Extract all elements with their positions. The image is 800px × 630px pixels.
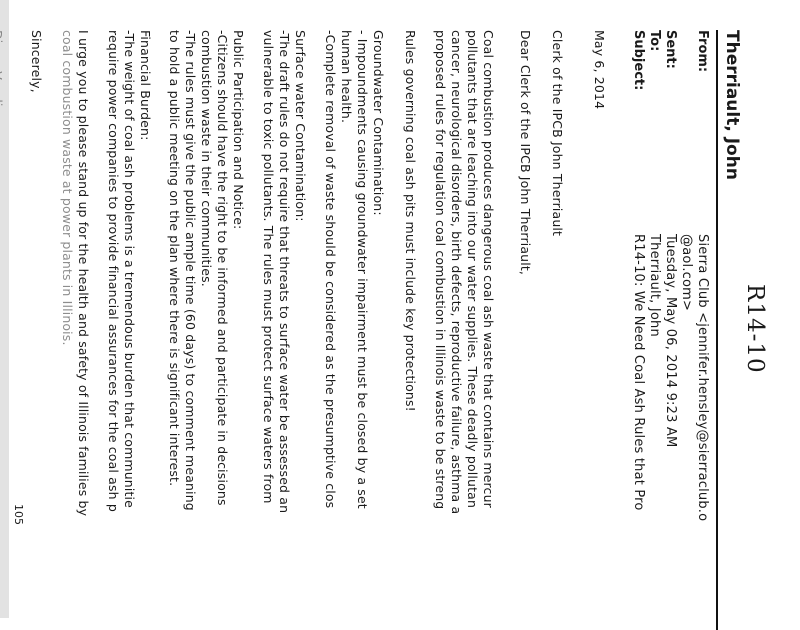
section-line: to hold a public meeting on the plan where there is significant interest. bbox=[167, 30, 182, 487]
letter-date: May 6, 2014 bbox=[592, 30, 607, 110]
rules-line: Rules governing coal ash pits must include key protections! bbox=[403, 30, 418, 412]
subject-label: Subject: bbox=[631, 30, 646, 91]
document-number: R14-10 bbox=[742, 284, 768, 374]
intro-line: Coal combustion produces dangerous coal ash waste that contains mercur bbox=[481, 30, 496, 508]
sent-value: Tuesday, May 06, 2014 9:23 AM bbox=[663, 234, 678, 448]
sender-name: Therriault, John bbox=[722, 30, 742, 180]
section-line: require power companies to provide financial assurances for the coal ash p bbox=[106, 30, 121, 512]
section-line: -The rules must give the public ample time (60 days) to comment meaning bbox=[183, 30, 198, 511]
subject-value: R14-10: We Need Coal Ash Rules that Pro bbox=[631, 234, 646, 511]
section-line: human health. bbox=[339, 30, 354, 124]
to-value: Therriault, John bbox=[647, 234, 662, 337]
intro-line: pollutants that are leaching into our water supplies. These deadly pollutan bbox=[465, 30, 480, 509]
intro-line: proposed rules for regulation coal combustion in Illinois waste to be streng bbox=[433, 30, 448, 510]
section-line: combustion waste in their communities. bbox=[199, 30, 214, 287]
section-line: - Impoundments causing groundwater impairment must be closed by a set bbox=[355, 30, 370, 509]
from-label: From: bbox=[695, 30, 710, 73]
section-heading: Financial Burden: bbox=[138, 30, 153, 141]
scan-edge-noise bbox=[0, 0, 9, 618]
section-line: -Citizens should have the right to be informed and participate in decisions bbox=[215, 30, 230, 506]
intro-line: cancer, neurological disorders, birth defects, reproductive failure, asthma a bbox=[449, 30, 464, 515]
closing-line: I urge you to please stand up for the health and safety of Illinois families by bbox=[76, 30, 91, 517]
section-line: -The weight of coal ash problems is a tremendous burden that communitie bbox=[122, 30, 137, 509]
from-value-line1: Sierra Club <jennifer.hensley@sierraclub.o bbox=[695, 234, 710, 522]
section-line: -The draft rules do not require that threats to surface water be assessed an bbox=[277, 30, 292, 514]
letter-salutation: Dear Clerk of the IPCB John Therriault, bbox=[518, 30, 533, 276]
header-rule bbox=[716, 30, 718, 630]
page-number: 105 bbox=[12, 504, 25, 525]
section-line: -Complete removal of waste should be considered as the presumptive clos bbox=[323, 30, 338, 509]
from-value-line2: @aol.com> bbox=[679, 234, 694, 312]
section-heading: Surface water Contamination: bbox=[293, 30, 308, 222]
letter-recipient: Clerk of the IPCB John Therriault bbox=[550, 30, 565, 237]
sent-label: Sent: bbox=[663, 30, 678, 69]
signoff: Sincerely, bbox=[29, 30, 44, 93]
section-heading: Public Participation and Notice: bbox=[231, 30, 246, 230]
section-heading: Groundwater Contamination: bbox=[371, 30, 386, 216]
closing-line: coal combustion waste at power plants in Illinois. bbox=[60, 30, 75, 346]
to-label: To: bbox=[647, 30, 662, 52]
section-line: vulnerable to toxic pollutants. The rules must protect surface waters from bbox=[261, 30, 276, 504]
